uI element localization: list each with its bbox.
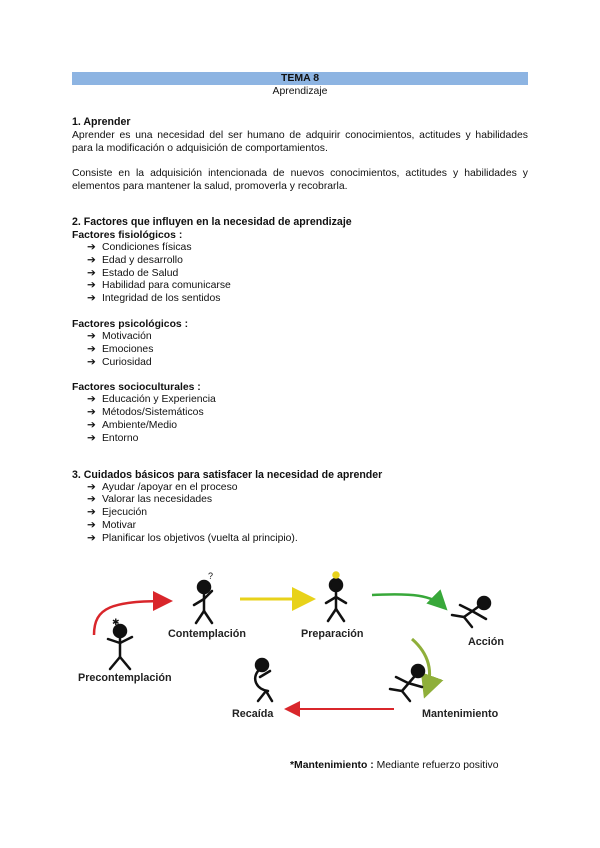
arrow-icon: ➔ [87,407,96,419]
list-item: ➔ Habilidad para comunicarse [87,280,231,292]
contemplation-figure-icon [194,571,213,623]
arrow-icon: ➔ [87,343,96,355]
arrow-icon: ➔ [87,507,96,519]
preparation-figure-icon [326,573,346,622]
list-item: ➔ Emociones [87,343,154,355]
arrow-icon: ➔ [87,494,96,506]
list-item: ➔ Curiosidad [87,356,152,368]
relapse-figure-icon [255,659,272,701]
list-item: ➔ Ayudar /apoyar en el proceso [87,481,238,493]
caption-text: Mediante refuerzo positivo [373,760,499,771]
list-item: ➔ Motivar [87,519,137,531]
page-title: TEMA 8 [72,72,528,85]
list-item: ➔ Valorar las necesidades [87,494,213,506]
list-item: ➔ Planificar los objetivos (vuelta al principio). [87,532,298,544]
section-2-heading: 2. Factores que influyen en la necesidad de aprendizaje [72,216,352,228]
arrow-precontemplation-to-contemplation [94,601,168,635]
svg-text:✱: ✱ [112,617,120,627]
group-psychological-title: Factores psicológicos : [72,318,189,330]
page-subtitle: Aprendizaje [272,86,328,97]
arrow-icon: ➔ [87,356,96,368]
arrow-icon: ➔ [87,481,96,493]
arrow-icon: ➔ [87,242,96,253]
arrow-icon: ➔ [87,267,96,279]
list-item: ➔ Integridad de los sentidos [87,293,221,305]
arrow-icon: ➔ [87,532,96,544]
care-list [87,482,528,546]
precontemplation-figure-icon [108,617,132,669]
list-item: ➔ Educación y Experiencia [87,394,216,406]
label-contemplation: Contemplación [168,628,246,640]
list-item: ➔ Motivación [87,330,152,342]
arrow-icon: ➔ [87,394,96,406]
arrow-icon: ➔ [87,280,96,292]
arrow-icon: ➔ [87,254,96,266]
list-item: ➔ Condiciones físicas [87,242,192,253]
group-sociocultural-title: Factores socioculturales : [72,382,201,394]
arrow-icon: ➔ [87,330,96,342]
list-item: ➔ Entorno [87,432,139,444]
list-item: ➔ Métodos/Sistemáticos [87,407,204,419]
arrow-preparation-to-action [372,594,444,607]
action-figure-icon [452,597,490,627]
label-maintenance: Mantenimiento [422,708,499,720]
list-item: ➔ Ejecución [87,507,148,519]
caption-term: *Mantenimiento : [290,760,374,771]
section-1-paragraph-1: Aprender es una necesidad del ser humano de adquirir conocimientos, actitudes y habilidades para la modificación o adquisición de comportamientos. [72,130,528,154]
svg-text:?: ? [208,571,214,581]
list-item: ➔ Edad y desarrollo [87,254,183,266]
document-page [72,72,528,546]
label-preparation: Preparación [301,628,364,640]
group-physiological-list [87,242,528,306]
arrow-icon: ➔ [87,419,96,431]
maintenance-figure-icon [390,665,424,701]
arrow-icon: ➔ [87,519,96,531]
group-psychological-list [87,331,528,369]
arrow-icon: ➔ [87,432,96,444]
group-sociocultural-list [87,394,528,445]
list-item: ➔ Estado de Salud [87,267,179,279]
group-physiological-title: Factores fisiológicos : [72,230,183,241]
arrow-icon: ➔ [87,293,96,305]
figure-caption [290,760,498,771]
label-relapse: Recaída [232,708,274,720]
stages-of-change-diagram [72,567,532,743]
section-3-heading: 3. Cuidados básicos para satisfacer la necesidad de aprender [72,468,383,481]
list-item: ➔ Ambiente/Medio [87,419,178,431]
section-1-paragraph-2: Consiste en la adquisición intencionada de nuevos conocimientos, actitudes y habilidades y elementos para mantener la salud, promoverla y recobrarla. [72,168,528,192]
section-1-heading: 1. Aprender [72,116,131,128]
label-action: Acción [468,636,504,648]
label-precontemplation: Precontemplación [78,672,172,684]
